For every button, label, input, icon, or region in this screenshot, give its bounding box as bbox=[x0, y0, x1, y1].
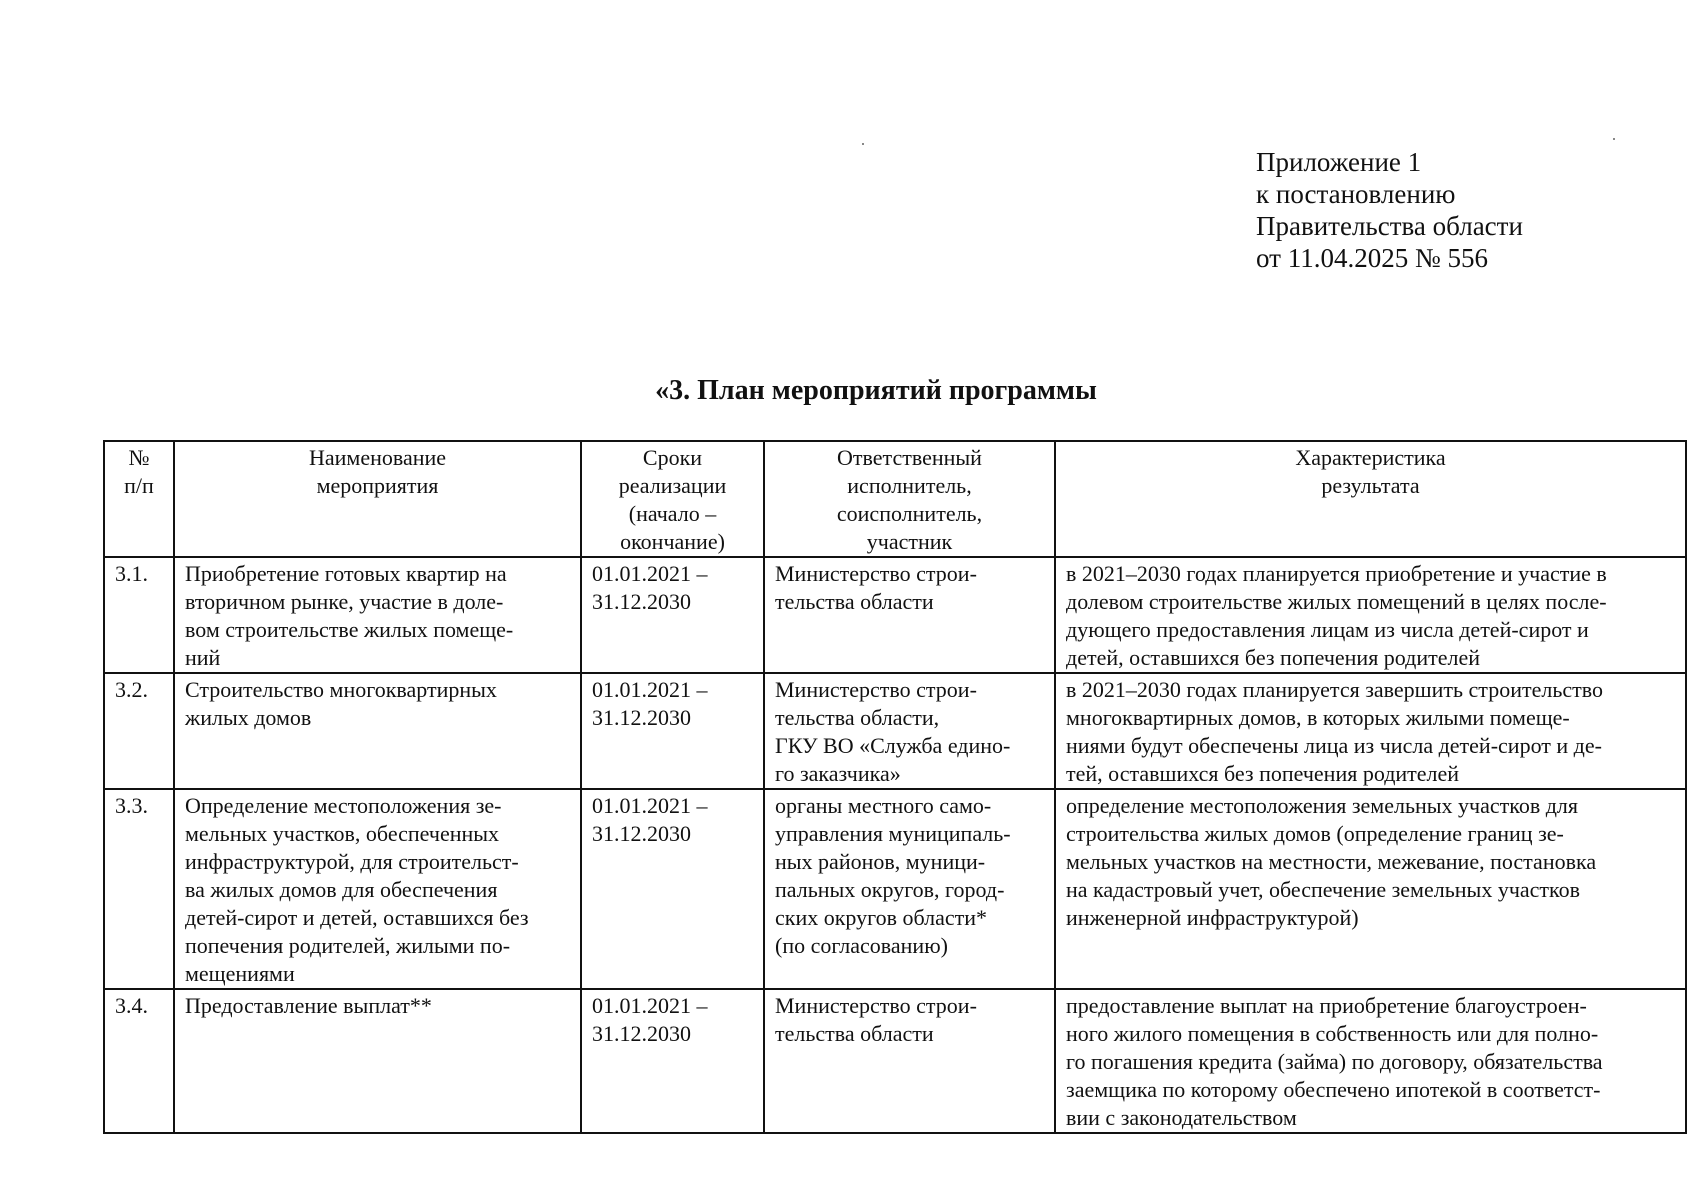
header-text: Характеристика bbox=[1295, 445, 1446, 470]
cell-text: (по согласованию) bbox=[775, 933, 948, 958]
header-text: (начало – bbox=[628, 501, 717, 526]
cell-text: Министерство строи- bbox=[775, 677, 977, 702]
header-number bbox=[104, 441, 174, 557]
cell-text: детей, оставшихся без попечения родителей bbox=[1066, 645, 1481, 670]
header-result bbox=[1055, 441, 1686, 557]
cell-text: тельства области bbox=[775, 1021, 934, 1046]
row-result bbox=[1055, 673, 1686, 789]
cell-text: инженерной инфраструктурой) bbox=[1066, 905, 1359, 930]
document-title: «3. План мероприятий программы bbox=[655, 375, 1097, 406]
cell-text: определение местоположения земельных участков для bbox=[1066, 793, 1579, 818]
row-result bbox=[1055, 789, 1686, 989]
row-result bbox=[1055, 989, 1686, 1133]
cell-text: Министерство строи- bbox=[775, 993, 977, 1018]
cell-text: многоквартирных домов, в которых жилыми помеще- bbox=[1066, 705, 1570, 730]
cell-text: долевом строительстве жилых помещений в целях после- bbox=[1066, 589, 1607, 614]
cell-text: ва жилых домов для обеспечения bbox=[185, 877, 498, 902]
appendix-line: к постановлению bbox=[1256, 179, 1456, 209]
cell-text: вии с законодательством bbox=[1066, 1105, 1297, 1130]
cell-text: 01.01.2021 – bbox=[592, 561, 708, 586]
row-executor bbox=[764, 673, 1055, 789]
cell-text: предоставление выплат на приобретение благоустроен- bbox=[1066, 993, 1587, 1018]
cell-text: строительства жилых домов (определение границ зе- bbox=[1066, 821, 1564, 846]
header-text: Наименование bbox=[308, 445, 447, 470]
table-header-row bbox=[104, 441, 1686, 557]
scan-speck bbox=[862, 143, 864, 145]
row-number: 3.2. bbox=[104, 673, 174, 789]
header-text: п/п bbox=[124, 473, 154, 498]
cell-text: 01.01.2021 – bbox=[592, 793, 708, 818]
row-name bbox=[174, 989, 581, 1133]
header-executor bbox=[764, 441, 1055, 557]
cell-text: на кадастровый учет, обеспечение земельных участков bbox=[1066, 877, 1580, 902]
cell-text: Определение местоположения зе- bbox=[185, 793, 502, 818]
cell-text: 01.01.2021 – bbox=[592, 677, 708, 702]
cell-text: жилых домов bbox=[185, 705, 312, 730]
cell-text: тельства области, bbox=[775, 705, 940, 730]
row-name bbox=[174, 673, 581, 789]
row-executor bbox=[764, 989, 1055, 1133]
cell-text: 31.12.2030 bbox=[592, 1021, 691, 1046]
header-text: участник bbox=[866, 529, 953, 554]
cell-text: вом строительстве жилых помеще- bbox=[185, 617, 514, 642]
cell-text: ГКУ ВО «Служба едино- bbox=[775, 733, 1011, 758]
cell-text: Строительство многоквартирных bbox=[185, 677, 497, 702]
appendix-line: Правительства области bbox=[1256, 211, 1523, 241]
cell-text: мещениями bbox=[185, 961, 295, 986]
header-text: реализации bbox=[618, 473, 727, 498]
appendix-block bbox=[1256, 146, 1523, 274]
row-period bbox=[581, 673, 764, 789]
plan-table bbox=[103, 440, 1687, 1134]
row-name bbox=[174, 557, 581, 673]
cell-text: в 2021–2030 годах планируется завершить строительство bbox=[1066, 677, 1603, 702]
appendix-line: Приложение 1 bbox=[1256, 147, 1422, 177]
cell-text: дующего предоставления лицам из числа детей-сирот и bbox=[1066, 617, 1589, 642]
row-result bbox=[1055, 557, 1686, 673]
row-period bbox=[581, 989, 764, 1133]
scan-speck bbox=[1613, 138, 1615, 140]
cell-text: 31.12.2030 bbox=[592, 705, 691, 730]
cell-text: пальных округов, город- bbox=[775, 877, 1005, 902]
cell-text: ний bbox=[185, 645, 221, 670]
row-executor bbox=[764, 557, 1055, 673]
cell-text: вторичном рынке, участие в доле- bbox=[185, 589, 504, 614]
cell-text: инфраструктурой, для строительст- bbox=[185, 849, 519, 874]
header-period bbox=[581, 441, 764, 557]
table-row bbox=[104, 673, 1686, 789]
row-executor bbox=[764, 789, 1055, 989]
cell-text: Предоставление выплат** bbox=[185, 993, 432, 1018]
header-text: № bbox=[128, 445, 150, 470]
table-row bbox=[104, 989, 1686, 1133]
cell-text: управления муниципаль- bbox=[775, 821, 1011, 846]
row-period bbox=[581, 557, 764, 673]
row-number: 3.4. bbox=[104, 989, 174, 1133]
cell-text: тей, оставшихся без попечения родителей bbox=[1066, 761, 1460, 786]
cell-text: ниями будут обеспечены лица из числа детей-сирот и де- bbox=[1066, 733, 1602, 758]
cell-text: го заказчика» bbox=[775, 761, 901, 786]
row-name bbox=[174, 789, 581, 989]
cell-text: го погашения кредита (займа) по договору, обязательства bbox=[1066, 1049, 1603, 1074]
table-row bbox=[104, 789, 1686, 989]
header-text: исполнитель, bbox=[847, 473, 972, 498]
cell-text: попечения родителей, жилыми по- bbox=[185, 933, 511, 958]
cell-text: ного жилого помещения в собственность или для полно- bbox=[1066, 1021, 1599, 1046]
cell-text: Приобретение готовых квартир на bbox=[185, 561, 507, 586]
cell-text: ных районов, муници- bbox=[775, 849, 986, 874]
row-period bbox=[581, 789, 764, 989]
header-text: результата bbox=[1321, 473, 1420, 498]
cell-text: 01.01.2021 – bbox=[592, 993, 708, 1018]
table-row bbox=[104, 557, 1686, 673]
cell-text: тельства области bbox=[775, 589, 934, 614]
cell-text: Министерство строи- bbox=[775, 561, 977, 586]
header-text: Ответственный bbox=[837, 445, 982, 470]
cell-text: мельных участков на местности, межевание, постановка bbox=[1066, 849, 1597, 874]
header-text: мероприятия bbox=[316, 473, 439, 498]
header-text: Сроки bbox=[642, 445, 703, 470]
header-name bbox=[174, 441, 581, 557]
appendix-line: от 11.04.2025 № 556 bbox=[1256, 243, 1488, 273]
cell-text: детей-сирот и детей, оставшихся без bbox=[185, 905, 529, 930]
cell-text: в 2021–2030 годах планируется приобретение и участие в bbox=[1066, 561, 1607, 586]
cell-text: ских округов области* bbox=[775, 905, 988, 930]
header-text: соисполнитель, bbox=[836, 501, 983, 526]
cell-text: мельных участков, обеспеченных bbox=[185, 821, 500, 846]
cell-text: заемщика по которому обеспечено ипотекой в соответст- bbox=[1066, 1077, 1601, 1102]
row-number: 3.3. bbox=[104, 789, 174, 989]
header-text: окончание) bbox=[620, 529, 725, 554]
cell-text: органы местного само- bbox=[775, 793, 992, 818]
row-number: 3.1. bbox=[104, 557, 174, 673]
cell-text: 31.12.2030 bbox=[592, 821, 691, 846]
cell-text: 31.12.2030 bbox=[592, 589, 691, 614]
